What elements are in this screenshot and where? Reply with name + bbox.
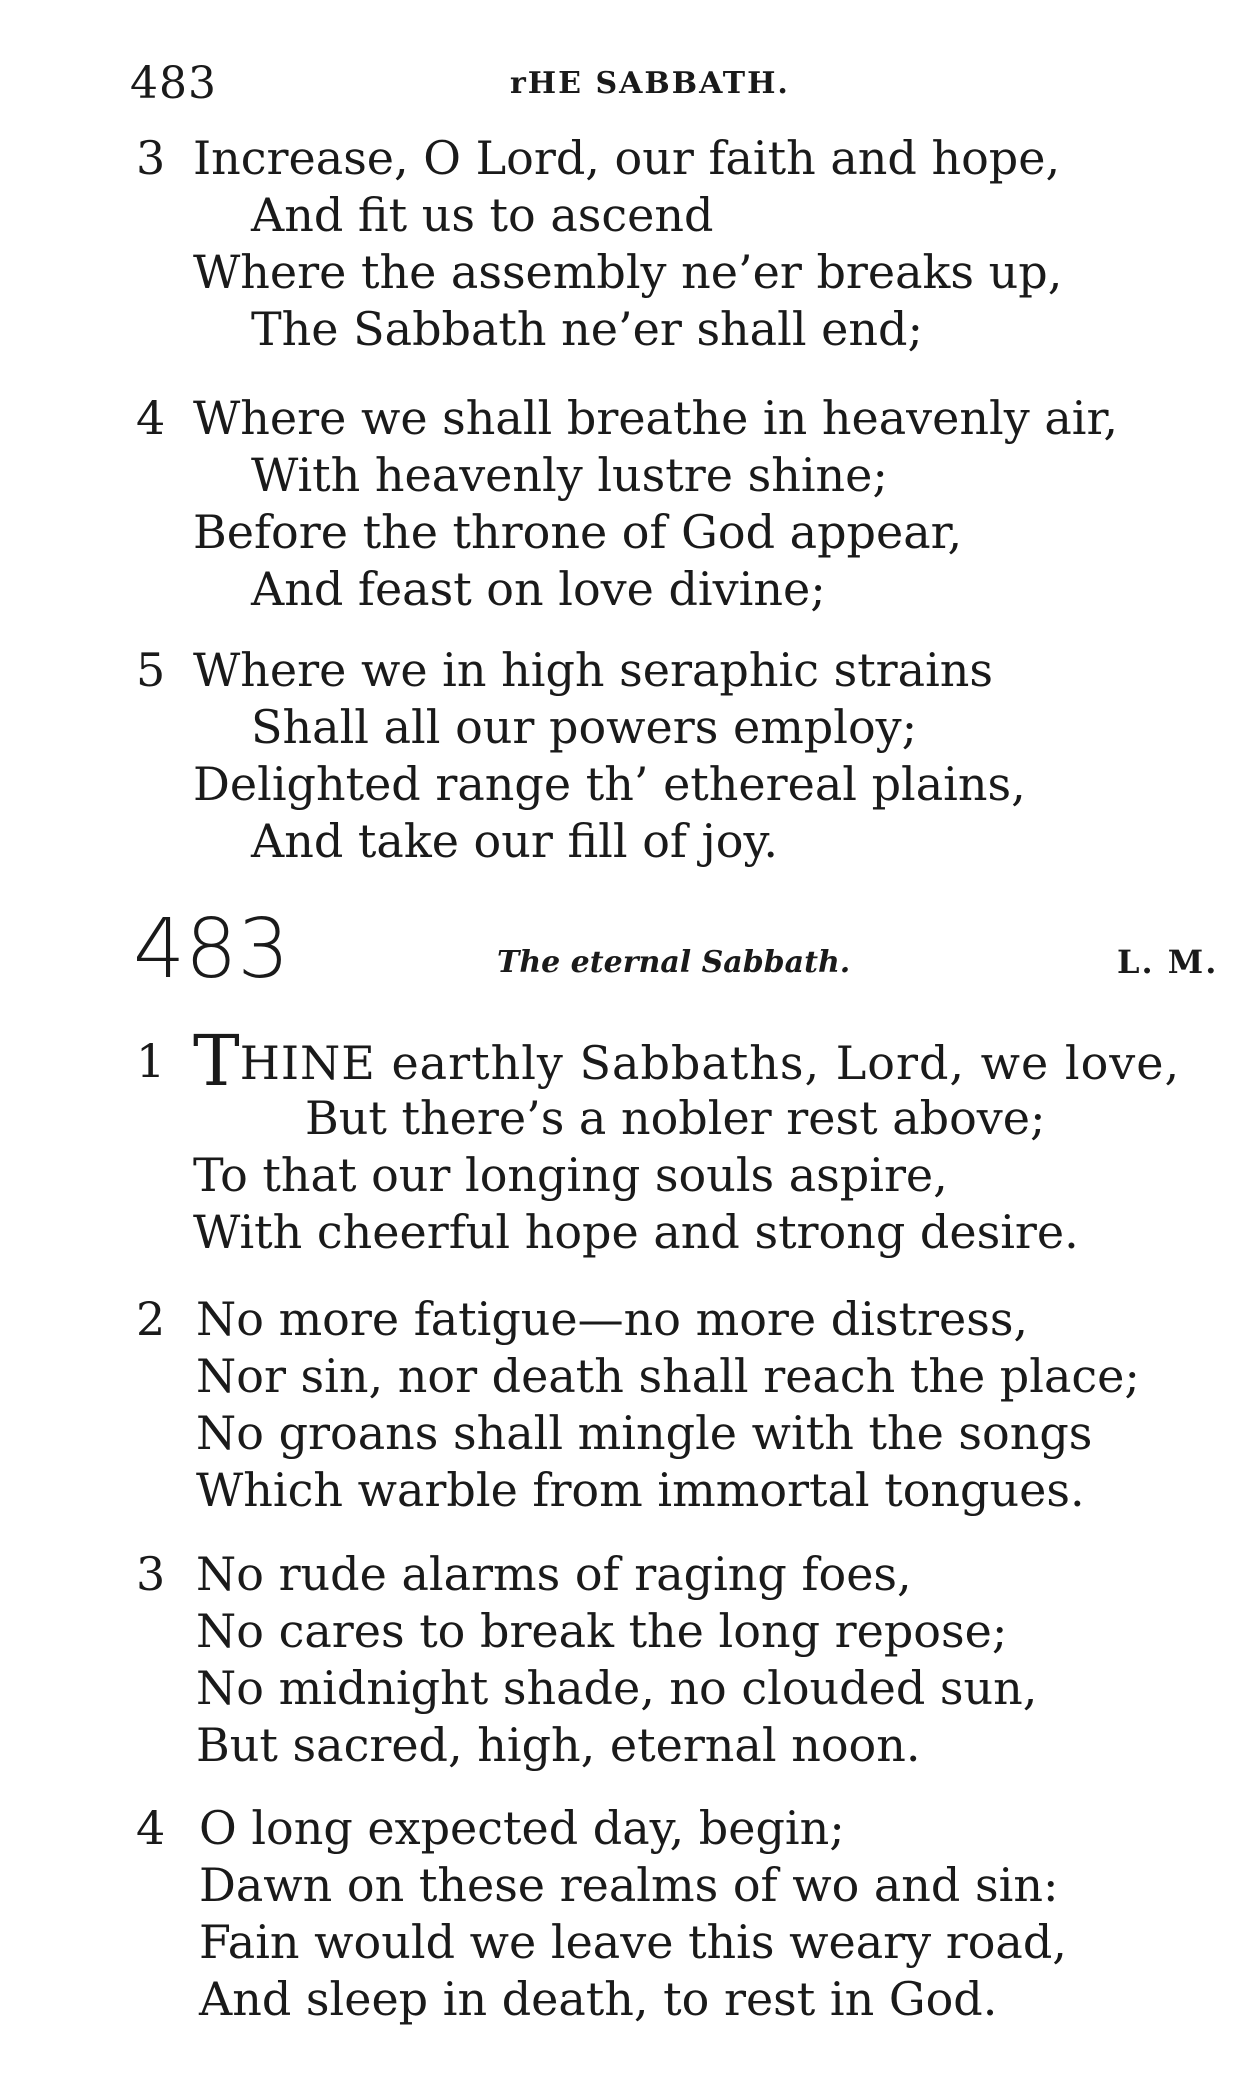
hymn-title: The eternal Sabbath. bbox=[497, 945, 851, 980]
verse-line: Before the throne of God appear, bbox=[193, 505, 963, 559]
running-title: rHE SABBATH. bbox=[510, 66, 790, 101]
verse-line: No groans shall mingle with the songs bbox=[196, 1406, 1093, 1460]
verse-line: Where the assembly ne’er breaks up, bbox=[193, 245, 1063, 299]
verse-line: And fit us to ascend bbox=[251, 188, 714, 242]
verse-line: Delighted range th’ ethereal plains, bbox=[193, 757, 1026, 811]
verse-line: With heavenly lustre shine; bbox=[251, 448, 888, 502]
verse-line: No rude alarms of raging foes, bbox=[196, 1547, 912, 1601]
verse-line: Increase, O Lord, our faith and hope, bbox=[193, 131, 1061, 185]
verse-line: Fain would we leave this weary road, bbox=[199, 1915, 1067, 1969]
running-header bbox=[130, 58, 1190, 118]
verse-number: 4 bbox=[136, 391, 166, 445]
drop-cap: T bbox=[193, 1020, 240, 1102]
verse-line: And take our fill of joy. bbox=[251, 814, 779, 868]
verse-line: Nor sin, nor death shall reach the place; bbox=[196, 1349, 1140, 1403]
hymn-meter: L. M. bbox=[1117, 943, 1219, 981]
verse-line: Where we shall breathe in heavenly air, bbox=[193, 391, 1119, 445]
page-number: 483 bbox=[130, 58, 217, 109]
verse-number: 5 bbox=[136, 643, 166, 697]
verse-line: O long expected day, begin; bbox=[199, 1801, 845, 1855]
verse-line: But there’s a nobler rest above; bbox=[305, 1091, 1046, 1145]
verse-number: 2 bbox=[136, 1292, 166, 1346]
verse-line: The Sabbath ne’er shall end; bbox=[251, 302, 923, 356]
verse-line: No more fatigue—no more distress, bbox=[196, 1292, 1029, 1346]
hymn-number: 483 bbox=[133, 902, 290, 997]
verse-line: And feast on love divine; bbox=[251, 562, 826, 616]
verse-line: And sleep in death, to rest in God. bbox=[199, 1972, 998, 2026]
verse-number: 4 bbox=[136, 1801, 166, 1855]
verse-line: No cares to break the long repose; bbox=[196, 1604, 1008, 1658]
verse-line: To that our longing souls aspire, bbox=[193, 1148, 948, 1202]
hymn-header bbox=[0, 902, 1237, 997]
verse-line: Dawn on these realms of wo and sin: bbox=[199, 1858, 1059, 1912]
verse-number: 3 bbox=[136, 1547, 166, 1601]
verse-line: But sacred, high, eternal noon. bbox=[196, 1718, 921, 1772]
verse-line: Where we in high seraphic strains bbox=[193, 643, 994, 697]
verse-number: 3 bbox=[136, 131, 166, 185]
first-line-text: HINE earthly Sabbaths, Lord, we love, bbox=[239, 1036, 1181, 1090]
verse-number: 1 bbox=[136, 1034, 166, 1088]
verse-line: Shall all our powers employ; bbox=[251, 700, 918, 754]
verse-line: Which warble from immortal tongues. bbox=[196, 1463, 1085, 1517]
verse-line: With cheerful hope and strong desire. bbox=[193, 1205, 1079, 1259]
verse-line: No midnight shade, no clouded sun, bbox=[196, 1661, 1038, 1715]
verse-line-first bbox=[193, 1020, 1181, 1102]
